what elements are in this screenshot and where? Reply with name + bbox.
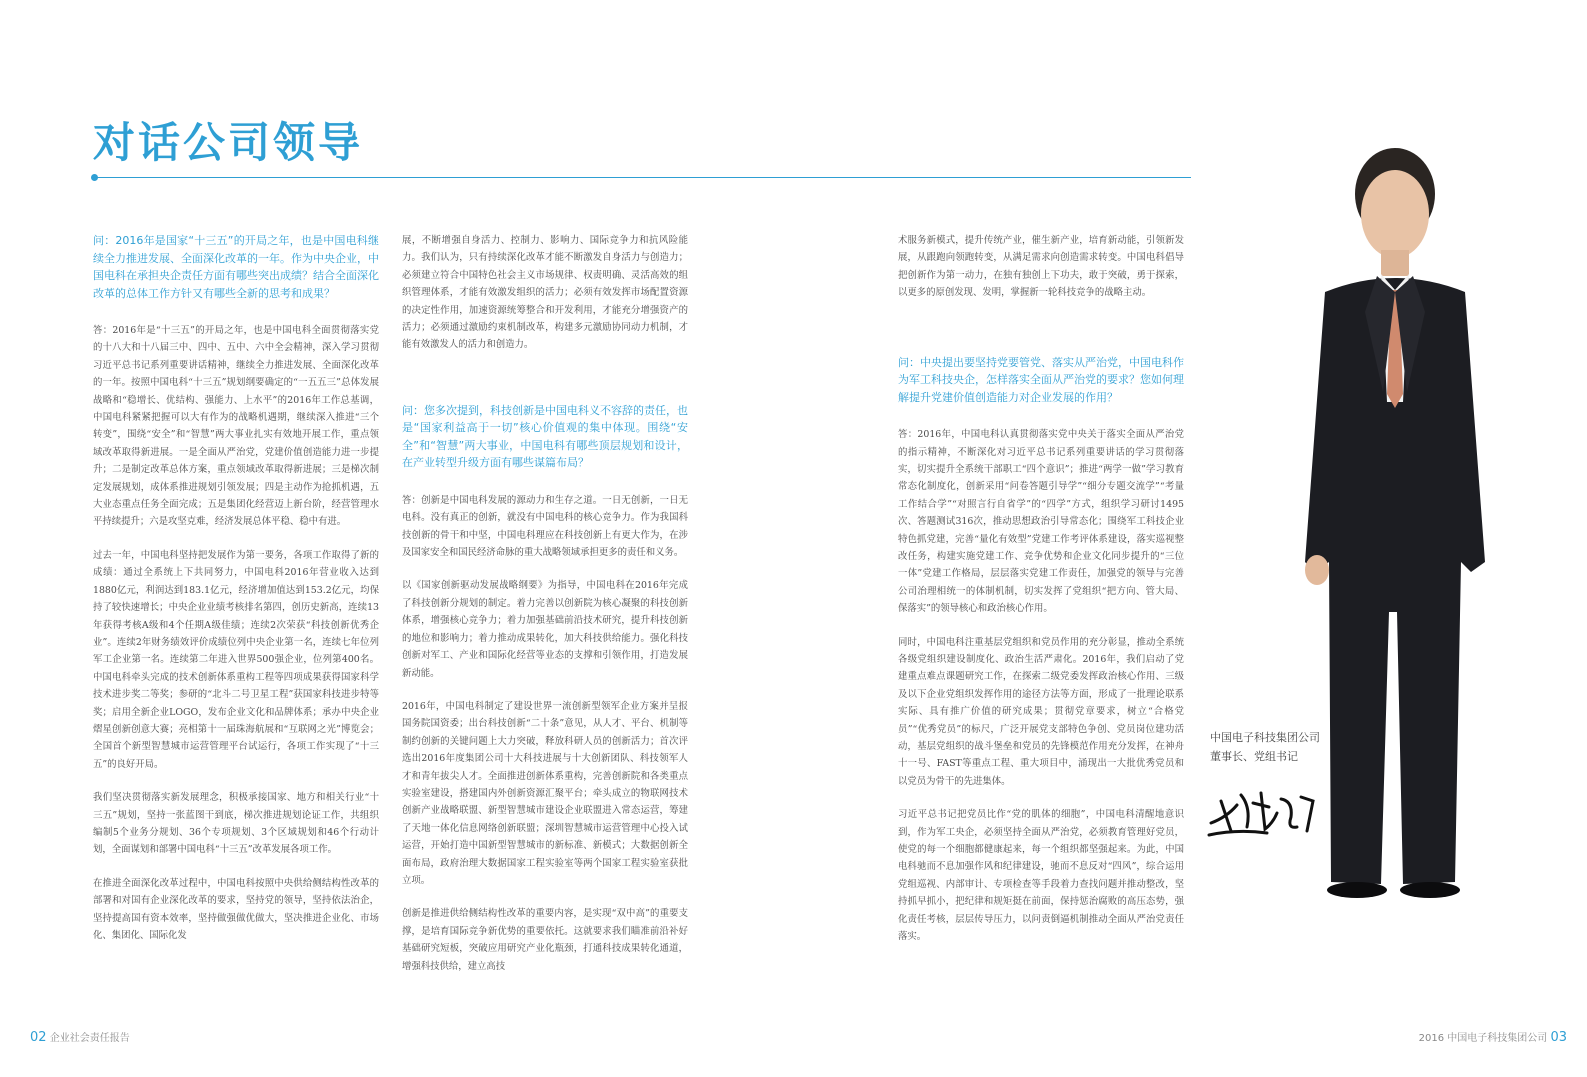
- footer-right-text: 2016 中国电子科技集团公司: [1418, 1033, 1548, 1044]
- footer-right: [1419, 1029, 1567, 1045]
- answer-paragraph: 答：创新是中国电科发展的源动力和生存之道。一日无创新，一日无电科。没有真正的创新，就没有中国电科的核心竞争力。作为我国科技创新的骨干和中坚，中国电科理应在科技创新上有更大作为，在涉及国家安全和国民经济命脉的重大战略领域承担更多的责任和义务。: [402, 494, 688, 559]
- portrait-caption: [1210, 728, 1360, 766]
- handwritten-signature: [1207, 783, 1322, 843]
- text-column-1: [93, 232, 379, 1012]
- question-3: 问：中央提出要坚持党要管党、落实从严治党，中国电科作为军工科技央企，怎样落实全面从严治党的要求？您如何理解提升党建价值创造能力对企业发展的作用？: [898, 355, 1184, 404]
- question-1: 问：2016年是国家“十三五”的开局之年，也是中国电科继续全力推进发展、全面深化改革的一年。作为中央企业，中国电科在承担央企责任方面有哪些突出成绩？结合全面深化改革的总体工作方针又有哪些全新的思考和成果？: [93, 234, 379, 300]
- divider-dot: [91, 174, 98, 181]
- question-2: 问：您多次提到，科技创新是中国电科义不容辞的责任，也是“国家利益高于一切”核心价值观的集中体现。围绕“安全”和“智慧”两大事业，中国电科有哪些顶层规划和设计，在产业转型升级方面有哪些谋篇布局？: [402, 403, 688, 470]
- answer-paragraph: 创新是推进供给侧结构性改革的重要内容，是实现“双中高”的重要支撑，是培育国际竞争新优势的重要依托。这就要求我们瞄准前沿补好基础研究短板，突破应用研究产业化瓶颈，打通科技成果转化通道，增强科技供给，建立高技: [402, 908, 688, 972]
- answer-paragraph: 习近平总书记把党员比作“党的肌体的细胞”，中国电科清醒地意识到，作为军工央企，必须坚持全面从严治党，必须教育管理好党员，使党的每一个细胞都健康起来，每一个组织都坚强起来。为此，中国电科驰而不息加强作风和纪律建设，驰而不息反对“四风”，综合运用党组巡视、内部审计、专项检查等手段着力查找问题并推动整改，坚持抓早抓小，把纪律和规矩挺在前面，保持惩治腐败的高压态势，强化责任考核，层层传导压力，以问责倒逼机制推动全面从严治党责任落实。: [898, 809, 1184, 943]
- text-column-2: [402, 232, 688, 1012]
- page-title: 对话公司领导: [93, 118, 364, 167]
- page-number-right: 03: [1550, 1030, 1567, 1045]
- answer-paragraph: 我们坚决贯彻落实新发展理念，积极承接国家、地方和相关行业“十三五”规划，坚持一张蓝图干到底，梯次推进规划论证工作，共组织编制5个业务分规划、36个专项规划、3个区域规划和46个行动计划，全面谋划和部署中国电科“十三五”改革发展各项工作。: [93, 792, 379, 856]
- answer-paragraph: 以《国家创新驱动发展战略纲要》为指导，中国电科在2016年完成了科技创新分规划的制定。着力完善以创新院为核心凝聚的科技创新体系，增强核心竞争力；着力加强基础前沿技术研究，提升科技创新的地位和影响力；着力推动成果转化，加大科技供给能力。强化科技创新对军工、产业和国际化经营等业态的支撑和引领作用，打造发展新动能。: [402, 580, 688, 679]
- answer-paragraph: 2016年，中国电科制定了建设世界一流创新型领军企业方案并呈报国务院国资委；出台科技创新“二十条”意见，从人才、平台、机制等制约创新的关键问题上大力突破，释放科研人员的创新活力；首次评选出2016年度集团公司十大科技进展与十大创新团队、科技领军人才和青年拔尖人才。全面推进创新体系重构，完善创新院和各类重点实验室建设，搭建国内外创新资源汇聚平台；牵头成立的物联网技术创新产业战略联盟、新型智慧城市建设企业联盟进入常态运营，筹建了天地一体化信息网络创新联盟；深圳智慧城市运营管理中心投入试运营，开始打造中国新型智慧城市的新标准、新模式；大数据创新全面布局，政府治理大数据国家工程实验室等两个国家工程实验室获批立项。: [402, 700, 688, 886]
- caption-company: 中国电子科技集团公司: [1210, 731, 1320, 744]
- text-column-3: [898, 232, 1184, 1012]
- answer-paragraph: 在推进全面深化改革过程中，中国电科按照中央供给侧结构性改革的部署和对国有企业深化改革的要求，坚持党的领导，坚持依法治企，坚持提高国有资本效率，坚持做强做优做大，坚决推进企业化、市场化、集团化、国际化发: [93, 877, 379, 941]
- answer-paragraph: 答：2016年是“十三五”的开局之年，也是中国电科全面贯彻落实党的十八大和十八届三中、四中、五中、六中全会精神，深入学习贯彻习近平总书记系列重要讲话精神，继续全力推进发展、全面深化改革的一年。按照中国电科“十三五”规划纲要确定的“一五五三”总体发展战略和“稳增长、优结构、强能力、上水平”的2016年工作总基调，中国电科紧紧把握可以大有作为的战略机遇期，继续深入推进“三个转变”，围绕“安全”和“智慧”两大事业扎实有效地开展工作，重点领域改革取得新进展。一是全面从严治党，党建价值创造能力进一步提升；二是制定改革总体方案，重点领域改革取得新进展；三是梯次制定发展规划，成体系推进规划引领发展；四是主动作为抢抓机遇，五大业态重点任务全面完成；五是集团化经营迈上新台阶，经营管理水平持续提升；六是攻坚克难，经济发展总体平稳、稳中有进。: [93, 325, 379, 528]
- answer-paragraph: 同时，中国电科注重基层党组织和党员作用的充分彰显，推动全系统各级党组织建设制度化、政治生活严肃化。2016年，我们启动了党建重点难点课题研究工作，在探索二级党委发挥政治核心作用、三级及以下企业党组织发挥作用的途径方法等方面，形成了一批理论联系实际、具有推广价值的研究成果；贯彻党章要求，树立“合格党员”“优秀党员”的标尺，广泛开展党支部特色争创、党员岗位建功活动，基层党组织的战斗堡垒和党员的先锋模范作用充分发挥，在神舟十一号、FAST等重点工程、重大项目中，涌现出一大批优秀党员和以党员为骨干的先进集体。: [898, 636, 1184, 787]
- footer-left: [30, 1029, 130, 1045]
- answer-paragraph: 术服务新模式，提升传统产业，催生新产业，培育新动能，引领新发展，从跟跑向领跑转变，从满足需求向创造需求转变。中国电科倡导把创新作为第一动力，在独有独创上下功夫，敢于突破，勇于探索，以更多的原创发现、发明，掌握新一轮科技竞争的战略主动。: [898, 235, 1184, 299]
- answer-paragraph: 展，不断增强自身活力、控制力、影响力、国际竞争力和抗风险能力。我们认为，只有持续深化改革才能不断激发自身活力与创造力；必须建立符合中国特色社会主义市场规律、权责明确、灵活高效的组织管理体系，才能有效激发组织的活力；必须有效发挥市场配置资源的决定性作用，加速资源统筹整合和开发利用，才能充分增强资产的活力；必须通过激励约束机制改革，构建多元激励协同动力机制，才能有效激发人的活力和创造力。: [402, 235, 688, 351]
- title-divider: [93, 177, 1191, 178]
- answer-paragraph: 过去一年，中国电科坚持把发展作为第一要务，各项工作取得了新的成绩：通过全系统上下共同努力，中国电科2016年营业收入达到1880亿元，利润达到183.1亿元，经济增加值达到153.2亿元，均保持了较快速增长；中央企业业绩考核排名第四，创历史新高，连续13年获得考核A级和4个任期A级佳绩；连续2次荣获“科技创新优秀企业”。连续2年财务绩效评价成绩位列中央企业第一名，连续七年位列军工企业第一名。连续第二年进入世界500强企业，位列第400名。中国电科牵头完成的技术创新体系重构工程等四项成果获得国家科学技术进步奖二等奖；参研的“北斗二号卫星工程”获国家科技进步特等奖；启用全新企业LOGO，发布企业文化和品牌体系；承办中央企业熠星创新创意大赛；亮相第十一届珠海航展和“互联网之光”博览会；全国首个新型智慧城市运营管理平台试运行，各项工作实现了“十三五”的良好开局。: [93, 549, 379, 770]
- page-number-left: 02: [30, 1030, 47, 1045]
- caption-title: 董事长、党组书记: [1210, 750, 1298, 763]
- footer-left-text: 企业社会责任报告: [49, 1033, 130, 1044]
- answer-paragraph: 答：2016年，中国电科认真贯彻落实党中央关于落实全面从严治党的指示精神，不断深化对习近平总书记系列重要讲话的学习贯彻落实，切实提升全系统干部职工“四个意识”；推进“两学一做”学习教育常态化制度化，创新采用“问卷答题引导学”“细分专题交流学”“考量工作结合学”“对照言行自省学”的“四学”方式，组织学习研讨1495次、答题测试316次，推动思想政治引导常态化；围绕军工科技企业特色抓党建，完善“量化有效型”党建工作考评体系建设，落实巡视整改任务，构建实施党建工作、竞争优势和企业文化同步提升的“三位一体”党建工作格局，层层落实党建工作责任，加强党的领导与完善公司治理相统一的体制机制，切实发挥了党组织“把方向、管大局、保落实”的领导核心和政治核心作用。: [898, 429, 1184, 615]
